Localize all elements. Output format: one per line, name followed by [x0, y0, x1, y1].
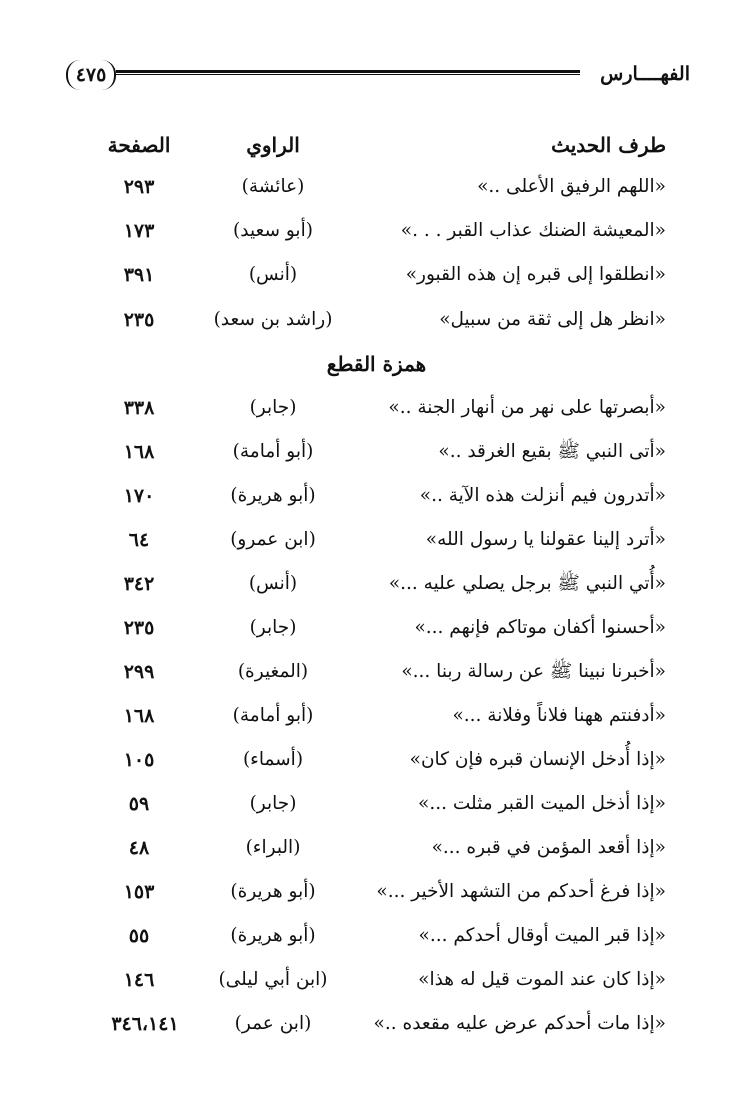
hadith-text: «إذا قبر الميت أوقال أحدكم ...»	[418, 925, 666, 946]
page-ref: ٢٣٥	[123, 617, 155, 639]
hadith-text: «انظر هل إلى ثقة من سبيل»	[439, 309, 666, 330]
running-header	[66, 60, 690, 96]
narrator: (أبو سعيد)	[233, 220, 313, 241]
narrator: (جابر)	[249, 397, 297, 418]
page-ref: ١٧٠	[123, 485, 155, 507]
narrator: (أنس)	[248, 573, 298, 594]
hadith-text: «أتدرون فيم أنزلت هذه الآية ..»	[419, 485, 666, 506]
page-ref: ٣٩١	[123, 264, 155, 286]
hadith-text: «أدفنتم ههنا فلاناً وفلانة ...»	[452, 705, 666, 726]
index-row	[0, 393, 753, 423]
index-row	[0, 569, 753, 599]
column-headers	[0, 130, 753, 160]
index-row	[0, 745, 753, 775]
index-row	[0, 437, 753, 467]
narrator: (جابر)	[249, 617, 297, 638]
index-row	[0, 481, 753, 511]
page-ref: ٦٤	[128, 529, 150, 551]
narrator: (أبو هريرة)	[230, 925, 316, 946]
narrator: (أبو هريرة)	[230, 485, 316, 506]
page-ref: ١٦٨	[123, 441, 155, 463]
page-number: ٤٧٥	[66, 60, 116, 90]
index-row	[0, 965, 753, 995]
narrator: (أسماء)	[242, 749, 304, 770]
index-row	[0, 877, 753, 907]
hadith-text: «إذا أُدخل الإنسان قبره فإن كان»	[409, 749, 666, 770]
index-row	[0, 305, 753, 335]
index-row	[0, 216, 753, 246]
page-ref: ١٧٣	[123, 220, 155, 242]
page-ref: ١٦٨	[123, 705, 155, 727]
page-ref: ٣٤٦،١٤١	[111, 1013, 179, 1035]
hadith-text: «أتى النبي ﷺ بقيع الغرقد ..»	[438, 441, 666, 462]
hadith-text: «أبصرتها على نهر من أنهار الجنة ..»	[388, 397, 666, 418]
narrator: (ابن أبي ليلى)	[218, 969, 328, 990]
page-ref: ١٠٥	[123, 749, 155, 771]
header-rule	[116, 70, 580, 75]
page-ref: ٢٣٥	[123, 309, 155, 331]
index-row	[0, 172, 753, 202]
hadith-text: «إذا فرغ أحدكم من التشهد الأخير ...»	[376, 881, 666, 902]
hadith-text: «إذا مات أحدكم عرض عليه مقعده ..»	[373, 1013, 666, 1034]
narrator: (المغيرة)	[237, 661, 309, 682]
page-ref: ٥٩	[128, 793, 150, 815]
column-header-hadith: طرف الحديث	[551, 133, 666, 157]
running-title: الفهــــارس	[600, 63, 690, 85]
hadith-text: «إذا كان عند الموت قيل له هذا»	[418, 969, 666, 990]
column-header-narrator: الراوي	[246, 133, 300, 157]
page-ref: ٣٤٢	[123, 573, 155, 595]
hadith-text: «اللهم الرفيق الأعلى ..»	[477, 176, 666, 197]
index-row	[0, 921, 753, 951]
narrator: (أبو أمامة)	[232, 441, 314, 462]
narrator: (راشد بن سعد)	[213, 309, 333, 330]
hadith-text: «أُتي النبي ﷺ برجل يصلي عليه ...»	[388, 573, 666, 594]
narrator: (أبو هريرة)	[230, 881, 316, 902]
narrator: (عائشة)	[241, 176, 305, 197]
index-row	[0, 833, 753, 863]
index-row	[0, 657, 753, 687]
index-row	[0, 701, 753, 731]
index-row	[0, 1009, 753, 1039]
hadith-text: «إذا أقعد المؤمن في قبره ...»	[431, 837, 666, 858]
index-row	[0, 789, 753, 819]
hadith-text: «أترد إلينا عقولنا يا رسول الله»	[425, 529, 666, 550]
hadith-text: «إذا أذخل الميت القبر مثلت ...»	[418, 793, 666, 814]
narrator: (أنس)	[248, 264, 298, 285]
narrator: (ابن عمر)	[234, 1013, 312, 1034]
hadith-text: «أخبرنا نبينا ﷺ عن رسالة ربنا ...»	[401, 661, 666, 682]
page-ref: ٢٩٩	[123, 661, 155, 683]
page-ref: ٢٩٣	[123, 176, 155, 198]
narrator: (البراء)	[245, 837, 301, 858]
narrator: (جابر)	[249, 793, 297, 814]
narrator: (أبو أمامة)	[232, 705, 314, 726]
page-ref: ١٥٣	[123, 881, 155, 903]
page-ref: ١٤٦	[123, 969, 155, 991]
section-title: همزة القطع	[326, 352, 427, 376]
narrator: (ابن عمرو)	[230, 529, 316, 550]
hadith-text: «المعيشة الضنك عذاب القبر . . .»	[400, 220, 666, 241]
hadith-text: «أحسنوا أكفان موتاكم فإنهم ...»	[414, 617, 666, 638]
page-ref: ٥٥	[128, 925, 150, 947]
page-ref: ٣٣٨	[123, 397, 155, 419]
page-ref: ٤٨	[128, 837, 150, 859]
column-header-page: الصفحة	[107, 133, 171, 157]
index-row	[0, 613, 753, 643]
index-row	[0, 525, 753, 555]
hadith-text: «انطلقوا إلى قبره إن هذه القبور»	[405, 264, 666, 285]
index-row	[0, 260, 753, 290]
